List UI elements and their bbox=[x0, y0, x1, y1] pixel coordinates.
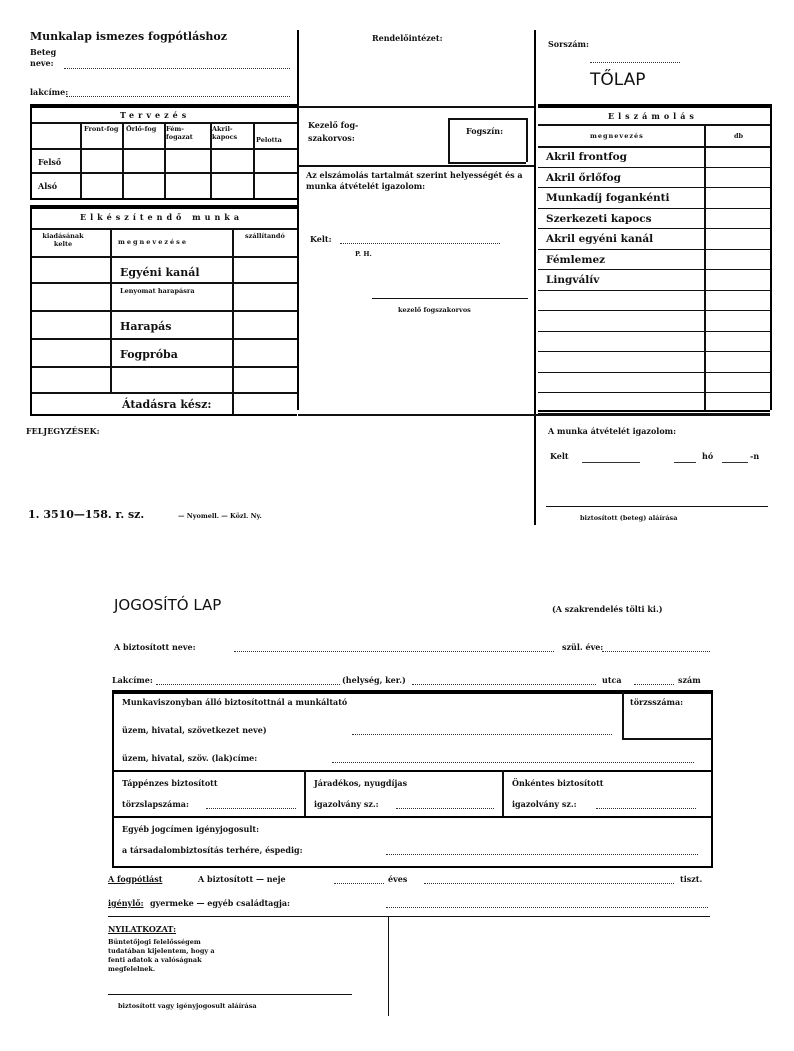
uzem-neve-label: üzem, hivatal, szövetkezet neve) bbox=[122, 725, 267, 735]
divider bbox=[538, 106, 770, 108]
lakcime-field[interactable] bbox=[66, 96, 290, 97]
sorszam-field[interactable] bbox=[590, 62, 680, 63]
divider bbox=[538, 310, 770, 311]
eves-label: éves bbox=[388, 874, 408, 884]
divider bbox=[622, 692, 624, 738]
divider bbox=[30, 392, 297, 394]
divider bbox=[711, 690, 713, 868]
signature-line bbox=[108, 994, 352, 995]
csaladtag-field[interactable] bbox=[386, 907, 708, 908]
elszamolas-title: Elszámolás bbox=[608, 111, 698, 121]
divider bbox=[538, 331, 770, 332]
divider bbox=[122, 122, 124, 198]
rendelo-label: Rendelőintézet: bbox=[372, 33, 443, 43]
divider bbox=[538, 187, 770, 188]
sorszam-label: Sorszám: bbox=[548, 39, 589, 49]
divider bbox=[538, 249, 770, 250]
onkentes-label-2: igazolvány sz.: bbox=[512, 799, 577, 809]
kezelo-label-2: szakorvos: bbox=[308, 133, 355, 143]
eves-field[interactable] bbox=[334, 883, 384, 884]
ph-label: P. H. bbox=[355, 250, 372, 258]
uzem-neve-field[interactable] bbox=[352, 734, 612, 735]
footer-number: 1. 3510—158. r. sz. bbox=[28, 508, 145, 521]
onkentes-field[interactable] bbox=[596, 808, 696, 809]
divider bbox=[30, 310, 297, 312]
uzem-lakcime-field[interactable] bbox=[332, 762, 694, 763]
divider bbox=[538, 392, 770, 393]
col-megnevezes-elsz: megnevezés bbox=[590, 132, 644, 140]
kelt2-label: Kelt bbox=[550, 451, 569, 461]
divider bbox=[538, 269, 770, 270]
divider bbox=[30, 106, 297, 108]
divider bbox=[298, 414, 770, 416]
item-fogproba: Fogpróba bbox=[120, 348, 178, 361]
torzsszama-label: törzsszáma: bbox=[630, 697, 684, 707]
row-also: Alsó bbox=[38, 181, 58, 191]
elszamolas-item: Szerkezeti kapocs bbox=[546, 212, 652, 225]
kezelo-kelt-field[interactable] bbox=[340, 243, 500, 244]
biztositott-neje-label: A biztosított — neje bbox=[198, 874, 286, 884]
divider bbox=[112, 866, 712, 868]
divider bbox=[30, 104, 32, 198]
divider bbox=[108, 916, 710, 917]
elszamolas-item: Munkadíj fogankénti bbox=[546, 192, 670, 204]
gyermeke-label: gyermeke — egyéb családtagja: bbox=[150, 898, 290, 908]
biztositott-alairasa: biztosított (beteg) aláírása bbox=[580, 514, 678, 522]
kelt-ev-field[interactable] bbox=[582, 462, 640, 463]
divider bbox=[538, 351, 770, 352]
onkentes-label-1: Önkéntes biztosított bbox=[512, 778, 604, 788]
col-db: db bbox=[734, 132, 744, 140]
beteg-label: Beteg bbox=[30, 47, 57, 57]
header-fem-fogazat: Fém-fogazat bbox=[166, 125, 193, 141]
tiszt-field[interactable] bbox=[424, 883, 674, 884]
hazszam-field[interactable] bbox=[634, 684, 674, 685]
divider bbox=[538, 290, 770, 291]
tappenzes-label-1: Táppénzes biztosított bbox=[122, 778, 218, 788]
tiszt-label: tiszt. bbox=[680, 874, 703, 884]
divider bbox=[112, 770, 712, 772]
jogosito-subtitle: (A szakrendelés tölti ki.) bbox=[552, 604, 663, 614]
egyeb-label-2: a társadalombiztosítás terhére, éspedig: bbox=[122, 845, 303, 855]
header-akril-kapocs: Akril-kapocs bbox=[212, 125, 238, 141]
col-kiadas: kiadásának kelte bbox=[42, 232, 84, 248]
divider bbox=[30, 207, 297, 209]
egyeb-field[interactable] bbox=[386, 854, 698, 855]
biztositott-nev-label: A biztosított neve: bbox=[114, 642, 196, 652]
elszamolas-item: Lingválív bbox=[546, 274, 600, 286]
divider bbox=[534, 30, 536, 525]
divider bbox=[538, 167, 770, 168]
alairas-label: biztosított vagy igényjogosult aláírása bbox=[118, 1002, 257, 1010]
munkaviszony-label: Munkaviszonyban álló biztosítottnál a munkáltató bbox=[122, 697, 348, 707]
szam-label: szám bbox=[678, 675, 701, 685]
divider bbox=[448, 118, 450, 162]
tervezes-title: Tervezés bbox=[120, 110, 191, 120]
divider bbox=[388, 916, 389, 1016]
divider bbox=[526, 118, 528, 162]
divider bbox=[298, 165, 534, 167]
fogszin-label: Fogszín: bbox=[466, 126, 504, 136]
elszamolas-item: Fémlemez bbox=[546, 253, 606, 266]
szul-eve-field[interactable] bbox=[602, 651, 710, 652]
divider bbox=[298, 106, 534, 108]
lakcime2-label: Lakcíme: bbox=[112, 675, 153, 685]
ho-label: hó bbox=[702, 451, 714, 461]
divider bbox=[538, 208, 770, 209]
divider bbox=[80, 122, 82, 198]
helyseg-label: (helység, ker.) bbox=[342, 675, 406, 685]
atvetel-label: A munka átvételét igazolom: bbox=[548, 426, 677, 436]
elszamolas-item: Akril frontfog bbox=[546, 151, 627, 163]
elszamolas-item: Akril őrlőfog bbox=[546, 171, 621, 184]
tappenzes-field[interactable] bbox=[206, 808, 296, 809]
jaradekos-label-2: igazolvány sz.: bbox=[314, 799, 379, 809]
divider bbox=[112, 816, 712, 818]
divider bbox=[622, 738, 712, 740]
signature-line bbox=[372, 298, 528, 299]
divider bbox=[538, 124, 770, 126]
header-front-fog: Front-fog bbox=[84, 125, 119, 133]
divider bbox=[448, 118, 526, 120]
utca-label: utca bbox=[602, 675, 622, 685]
kezelo-label-1: Kezelő fog- bbox=[308, 120, 359, 130]
jaradekos-label-1: Járadékos, nyugdíjas bbox=[314, 778, 408, 788]
tappenzes-label-2: törzslapszáma: bbox=[122, 799, 189, 809]
egyeb-label-1: Egyéb jogcímen igényjogosult: bbox=[122, 824, 260, 834]
divider bbox=[30, 282, 297, 284]
divider bbox=[502, 770, 504, 816]
biztositott-nev-field[interactable] bbox=[234, 651, 554, 652]
divider bbox=[538, 228, 770, 229]
kezelo-statement: Az elszámolás tartalmát szerint helyességét és a munka átvételét igazolom: bbox=[306, 170, 523, 191]
jogosito-title: JOGOSÍTÓ LAP bbox=[114, 596, 222, 614]
divider bbox=[30, 256, 297, 258]
divider bbox=[30, 228, 297, 230]
divider bbox=[297, 30, 299, 410]
tolap-label: TŐLAP bbox=[590, 70, 646, 90]
divider bbox=[770, 104, 772, 410]
uzem-lakcime-label: üzem, hivatal, szöv. (lak)címe: bbox=[122, 753, 258, 763]
beteg-neve-label: neve: bbox=[30, 58, 54, 68]
atadasra-label: Átadásra kész: bbox=[122, 398, 212, 411]
divider bbox=[30, 414, 297, 416]
col-megnevezes: megnevezése bbox=[118, 238, 188, 246]
divider bbox=[164, 122, 166, 198]
lakcime2-field[interactable] bbox=[156, 684, 340, 685]
feljegyzesek-label: FELJEGYZÉSEK: bbox=[26, 426, 100, 436]
item-lenyomat: Lenyomat harapásra bbox=[120, 287, 195, 295]
kezelo-signature: kezelő fogszakorvos bbox=[398, 306, 471, 314]
munkalap-title: Munkalap ismezes fogpótláshoz bbox=[30, 30, 227, 43]
nyilatkozat-title: NYILATKOZAT: bbox=[108, 924, 177, 934]
divider bbox=[30, 338, 297, 340]
jaradekos-field[interactable] bbox=[396, 808, 494, 809]
divider bbox=[30, 205, 32, 414]
divider bbox=[304, 770, 306, 816]
divider bbox=[30, 366, 297, 368]
kezelo-kelt-label: Kelt: bbox=[310, 234, 332, 244]
beteg-neve-field[interactable] bbox=[64, 68, 290, 69]
elszamolas-item: Akril egyéni kanál bbox=[546, 233, 654, 245]
divider bbox=[210, 122, 212, 198]
szul-eve-label: szül. éve: bbox=[562, 642, 604, 652]
header-orlo-fog: Őrlő-fog bbox=[126, 125, 157, 133]
elkeszitendo-title: Elkészítendő munka bbox=[80, 212, 243, 222]
item-egyeni-kanal: Egyéni kanál bbox=[120, 266, 200, 279]
footer-publisher: — Nyomell. — Közl. Ny. bbox=[178, 512, 262, 520]
divider bbox=[538, 372, 770, 373]
item-harapas: Harapás bbox=[120, 320, 172, 333]
fogpotlast-label: A fogpótlást bbox=[108, 874, 163, 884]
signature-line bbox=[546, 506, 768, 507]
nap-label: -n bbox=[750, 451, 760, 461]
kelt-nap-field[interactable] bbox=[722, 462, 748, 463]
utca-field[interactable] bbox=[412, 684, 596, 685]
divider bbox=[448, 162, 526, 164]
divider bbox=[538, 410, 770, 412]
lakcime-label: lakcíme: bbox=[30, 87, 69, 97]
divider bbox=[30, 198, 297, 200]
nyilatkozat-text: Büntetőjogi felelősségem tudatában kijelentem, hogy a fenti adatok a valóságnak megfelelnek. bbox=[108, 938, 215, 973]
kelt-ho-field[interactable] bbox=[674, 462, 696, 463]
divider bbox=[232, 228, 234, 414]
divider bbox=[253, 122, 255, 198]
divider bbox=[112, 690, 114, 868]
header-pelotta: Pelotta bbox=[256, 136, 282, 144]
row-felso: Felső bbox=[38, 157, 62, 167]
igenylo-label: igénylő: bbox=[108, 898, 144, 908]
divider bbox=[538, 146, 770, 148]
col-szallitando: szállítandó bbox=[245, 232, 285, 240]
divider bbox=[110, 228, 112, 392]
